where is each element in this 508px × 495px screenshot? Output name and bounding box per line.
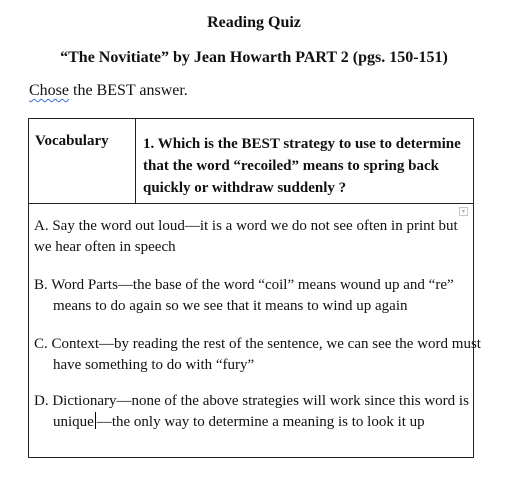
answer-a[interactable]: A. Say the word out loud—it is a word we do not see often in print but we hear often in speech: [34, 218, 458, 255]
instruction-line: [29, 82, 188, 100]
answer-d[interactable]: [34, 391, 487, 433]
answer-d-text-end: —the only way to determine a meaning is to look it up: [96, 414, 425, 430]
question-cell[interactable]: 1. Which is the BEST strategy to use to determine that the word “recoiled” means to spring back quickly or withdraw suddenly ?: [143, 136, 461, 196]
quiz-subtitle: “The Novitiate” by Jean Howarth PART 2 (pgs. 150-151): [60, 49, 448, 66]
answer-c[interactable]: C. Context—by reading the rest of the sentence, we can see the word must have something to do with “fury”: [34, 336, 481, 373]
table-header-row: [29, 119, 473, 204]
quiz-title: Reading Quiz: [207, 14, 301, 31]
quiz-table: [28, 118, 481, 458]
misspelled-word[interactable]: Chose: [29, 82, 69, 99]
answer-d-text-start: D. Dictionary—none of the above strategies will work since this word is unique: [34, 393, 469, 430]
category-cell[interactable]: Vocabulary: [29, 119, 136, 203]
text-cursor: [95, 412, 96, 429]
dropdown-arrow-icon[interactable]: ▾: [459, 207, 468, 216]
answer-b[interactable]: B. Word Parts—the base of the word “coil” means wound up and “re” means to do again so we see that it means to wind up again: [34, 277, 454, 314]
instruction-text: the BEST answer.: [69, 82, 188, 99]
